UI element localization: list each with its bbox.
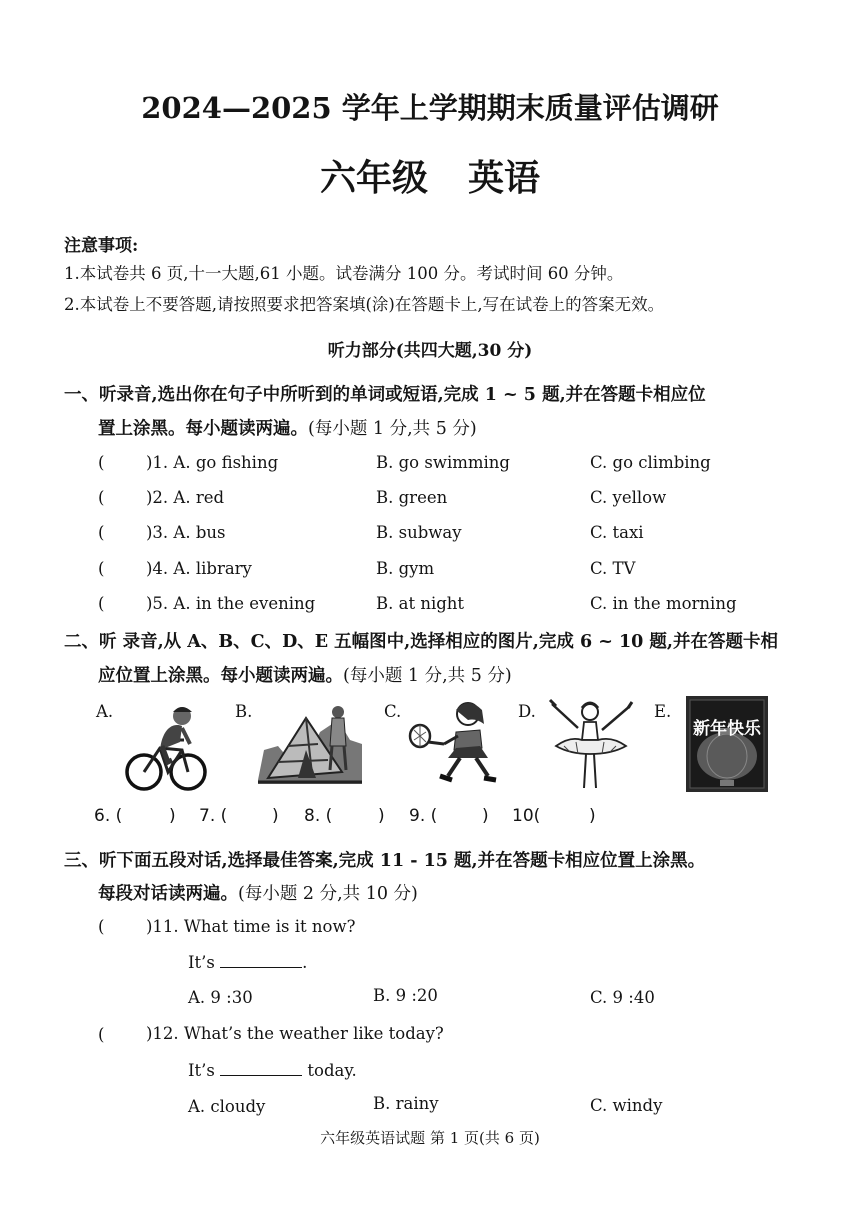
q2-option-a: )2. A. red (146, 488, 225, 507)
q3-option-a: )3. A. bus (146, 523, 226, 542)
q12-option-b: B. rainy (373, 1094, 439, 1113)
q12-blank (220, 1061, 302, 1076)
svg-text:新年快乐: 新年快乐 (693, 719, 761, 739)
q12-stem: It’s today. (188, 1061, 357, 1080)
section3-instruction-2: 每段对话读两遍。(每小题 2 分,共 10 分) (98, 884, 418, 904)
answer-7-open: 7. ( (199, 806, 228, 826)
camping-tent-icon (258, 700, 362, 784)
answer-7-close: ) (272, 806, 279, 826)
q5-option-b: B. at night (376, 594, 465, 613)
answer-paren: ( (98, 523, 105, 542)
answer-9-open: 9. ( (409, 806, 438, 826)
answer-6-close: ) (169, 806, 176, 826)
q1-option-c: C. go climbing (590, 453, 711, 472)
q1-option-b: B. go swimming (376, 453, 510, 472)
exam-title: 2024—2025 学年上学期期末质量评估调研 (141, 91, 719, 125)
q11-option-c: C. 9 :40 (590, 988, 655, 1007)
answer-10-open: 10( (512, 806, 541, 826)
section3-instruction: 三、听下面五段对话,选择最佳答案,完成 11 - 15 题,并在答题卡相应位置上涂黑。 (64, 851, 706, 871)
answer-10-close: ) (589, 806, 596, 826)
q4-option-b: B. gym (376, 559, 435, 578)
listening-heading: 听力部分(共四大题,30 分) (327, 341, 533, 361)
q5-option-a: )5. A. in the evening (146, 594, 316, 613)
answer-6-open: 6. ( (94, 806, 123, 826)
answer-8-open: 8. ( (304, 806, 333, 826)
q11-question: )11. What time is it now? (146, 917, 356, 936)
section2-instruction: 二、听 录音,从 A、B、C、D、E 五幅图中,选择相应的图片,完成 6 ~ 10 题,并在答题卡相 (64, 632, 779, 652)
q2-option-c: C. yellow (590, 488, 667, 507)
page-footer: 六年级英语试题 第 1 页(共 6 页) (320, 1129, 540, 1147)
q11-stem: It’s . (188, 953, 308, 972)
picture-b-label: B. (235, 702, 253, 721)
q11-option-a: A. 9 :30 (188, 988, 253, 1007)
answer-paren: ( (98, 453, 105, 472)
section2-instruction-2: 应位置上涂黑。每小题读两遍。(每小题 1 分,共 5 分) (98, 666, 512, 686)
section1-instruction: 一、听录音,选出你在句子中所听到的单词或短语,完成 1 ~ 5 题,并在答题卡相应位 (64, 385, 706, 405)
q4-option-c: C. TV (590, 559, 636, 578)
q2-option-b: B. green (376, 488, 448, 507)
answer-9-close: ) (482, 806, 489, 826)
q12-option-c: C. windy (590, 1096, 663, 1115)
answer-paren: ( (98, 559, 105, 578)
ballet-dancer-icon (546, 696, 638, 792)
q3-option-b: B. subway (376, 523, 462, 542)
cyclist-icon (124, 700, 208, 794)
new-year-lantern-icon (686, 696, 768, 792)
badminton-girl-icon (404, 700, 500, 786)
answer-paren: ( (98, 917, 105, 936)
subject-label: 英语 (468, 157, 541, 199)
q4-option-a: )4. A. library (146, 559, 252, 578)
picture-c-label: C. (384, 702, 402, 721)
grade-label: 六年级 (319, 157, 428, 199)
answer-paren: ( (98, 594, 105, 613)
answer-8-close: ) (378, 806, 385, 826)
picture-e-label: E. (654, 702, 672, 721)
notice-item-1: 1.本试卷共 6 页,十一大题,61 小题。试卷满分 100 分。考试时间 60 分钟。 (64, 264, 624, 283)
answer-paren: ( (98, 1025, 105, 1044)
section1-instruction-2: 置上涂黑。每小题读两遍。(每小题 1 分,共 5 分) (98, 419, 477, 439)
q1-option-a: )1. A. go fishing (146, 453, 279, 472)
picture-a-label: A. (96, 702, 114, 721)
q5-option-c: C. in the morning (590, 594, 737, 613)
q12-option-a: A. cloudy (188, 1097, 266, 1116)
answer-paren: ( (98, 488, 105, 507)
q11-blank (220, 953, 302, 968)
notice-item-2: 2.本试卷上不要答题,请按照要求把答案填(涂)在答题卡上,写在试卷上的答案无效。 (64, 295, 665, 314)
q12-question: )12. What’s the weather like today? (146, 1024, 444, 1043)
notice-heading: 注意事项: (64, 236, 139, 256)
q3-option-c: C. taxi (590, 523, 644, 542)
q11-option-b: B. 9 :20 (373, 986, 438, 1005)
picture-d-label: D. (518, 702, 536, 721)
grade-subject (0, 150, 860, 201)
